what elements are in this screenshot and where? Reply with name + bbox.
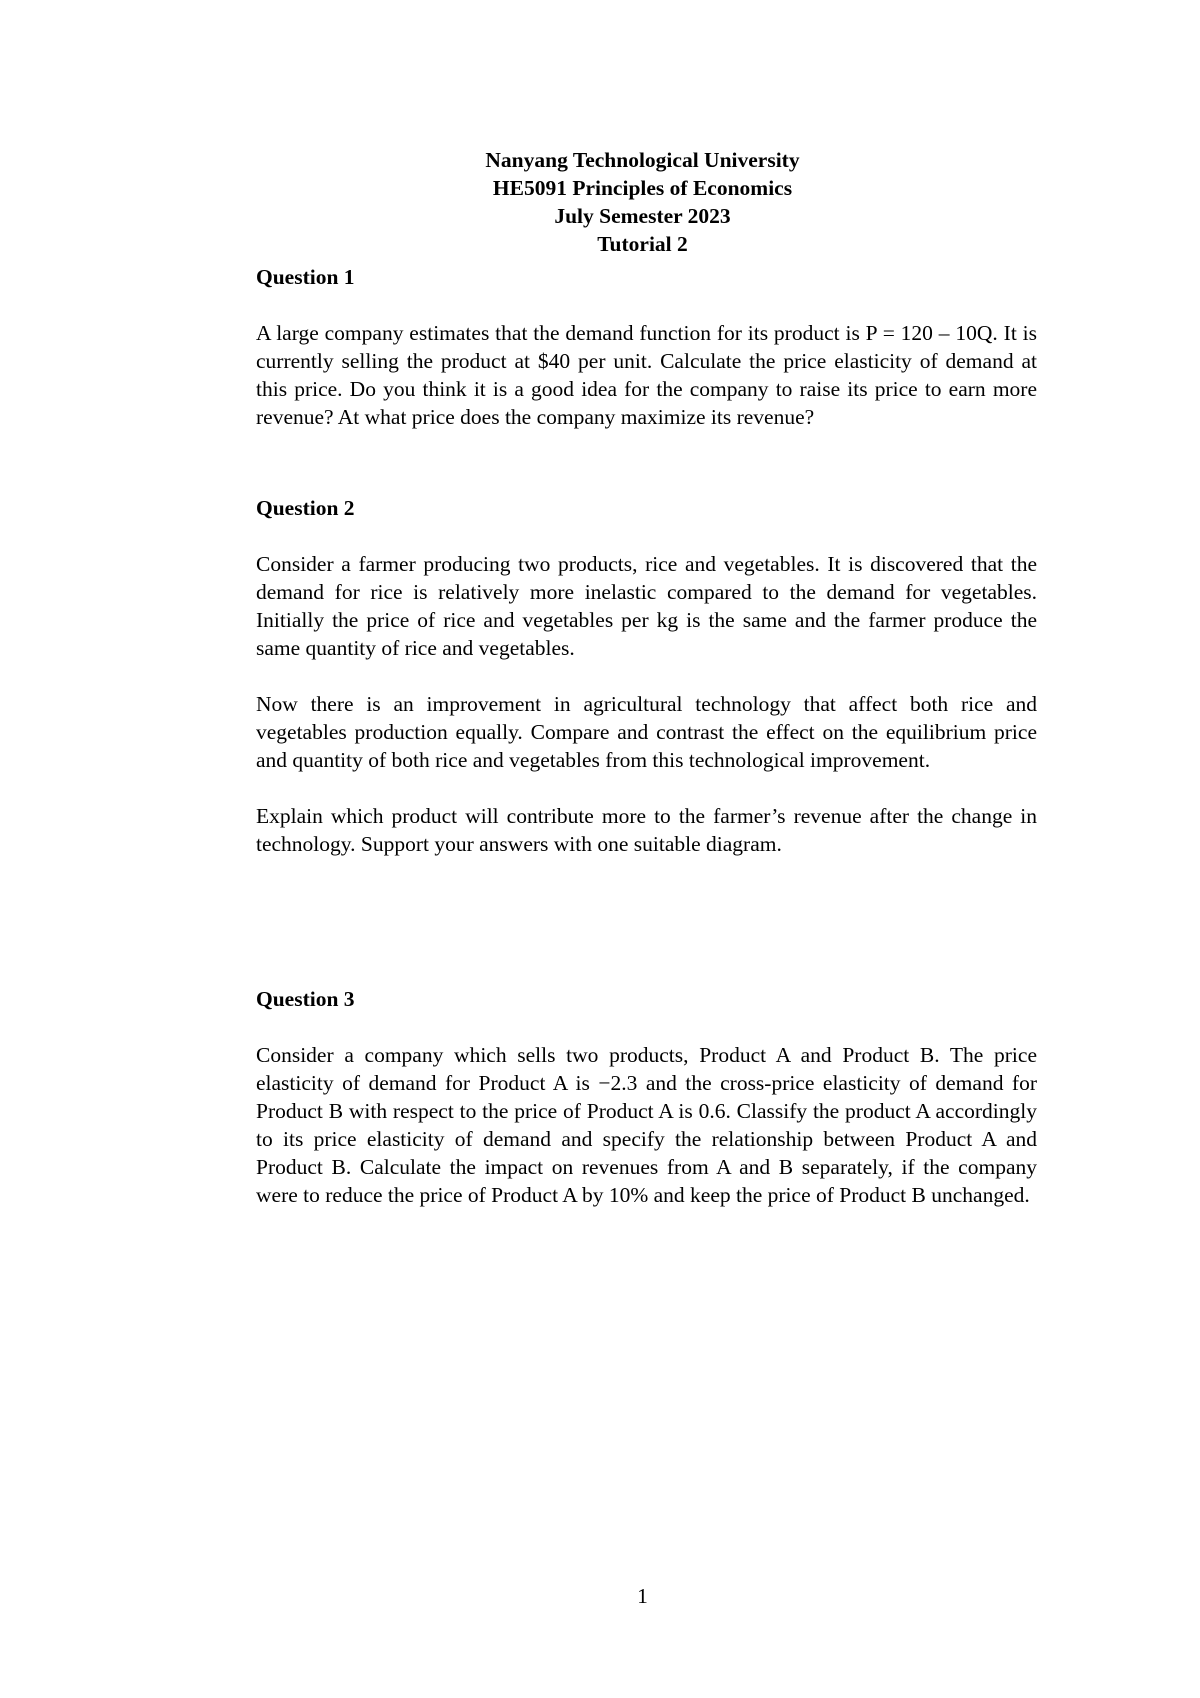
question-2-paragraph-1: Consider a farmer producing two products, rice and vegetables. It is discovered that the demand for rice is relatively more inelastic compared to the demand for vegetables. Initially the price of rice and vegetables per kg is the same and the farmer produce the same quantity of rice and vegetables. — [256, 552, 1037, 660]
institution-title: Nanyang Technological University — [485, 148, 800, 172]
question-1-paragraph: A large company estimates that the demand function for its product is P = 120 – 10Q. It is currently selling the product at $40 per unit. Calculate the price elasticity of demand at this price. Do you think it is a good idea for the company to raise its price to earn more revenue? At what price does the company maximize its revenue? — [256, 321, 1037, 429]
question-2-paragraph-3: Explain which product will contribute more to the farmer’s revenue after the change in technology. Support your answers with one suitable diagram. — [256, 804, 1037, 856]
semester-title: July Semester 2023 — [554, 204, 731, 228]
course-title: HE5091 Principles of Economics — [492, 176, 793, 200]
question-3-title: Question 3 — [256, 987, 355, 1011]
document-header — [0, 146, 1200, 258]
question-2-title: Question 2 — [256, 496, 355, 520]
question-1-title: Question 1 — [256, 265, 355, 289]
question-3-section — [256, 985, 1037, 1209]
tutorial-title: Tutorial 2 — [597, 232, 688, 256]
question-1-section — [256, 263, 1037, 431]
question-2-section — [256, 494, 1037, 858]
question-2-paragraph-2: Now there is an improvement in agricultural technology that affect both rice and vegetables production equally. Compare and contrast the effect on the equilibrium price and quantity of both rice and vegetables from this technological improvement. — [256, 692, 1037, 772]
question-3-paragraph: Consider a company which sells two products, Product A and Product B. The price elasticity of demand for Product A is −2.3 and the cross-price elasticity of demand for Product B with respect to the price of Product A is 0.6. Classify the product A accordingly to its price elasticity of demand and specify the relationship between Product A and Product B. Calculate the impact on revenues from A and B separately, if the company were to reduce the price of Product A by 10% and keep the price of Product B unchanged. — [256, 1043, 1037, 1207]
page-number: 1 — [637, 1584, 648, 1608]
